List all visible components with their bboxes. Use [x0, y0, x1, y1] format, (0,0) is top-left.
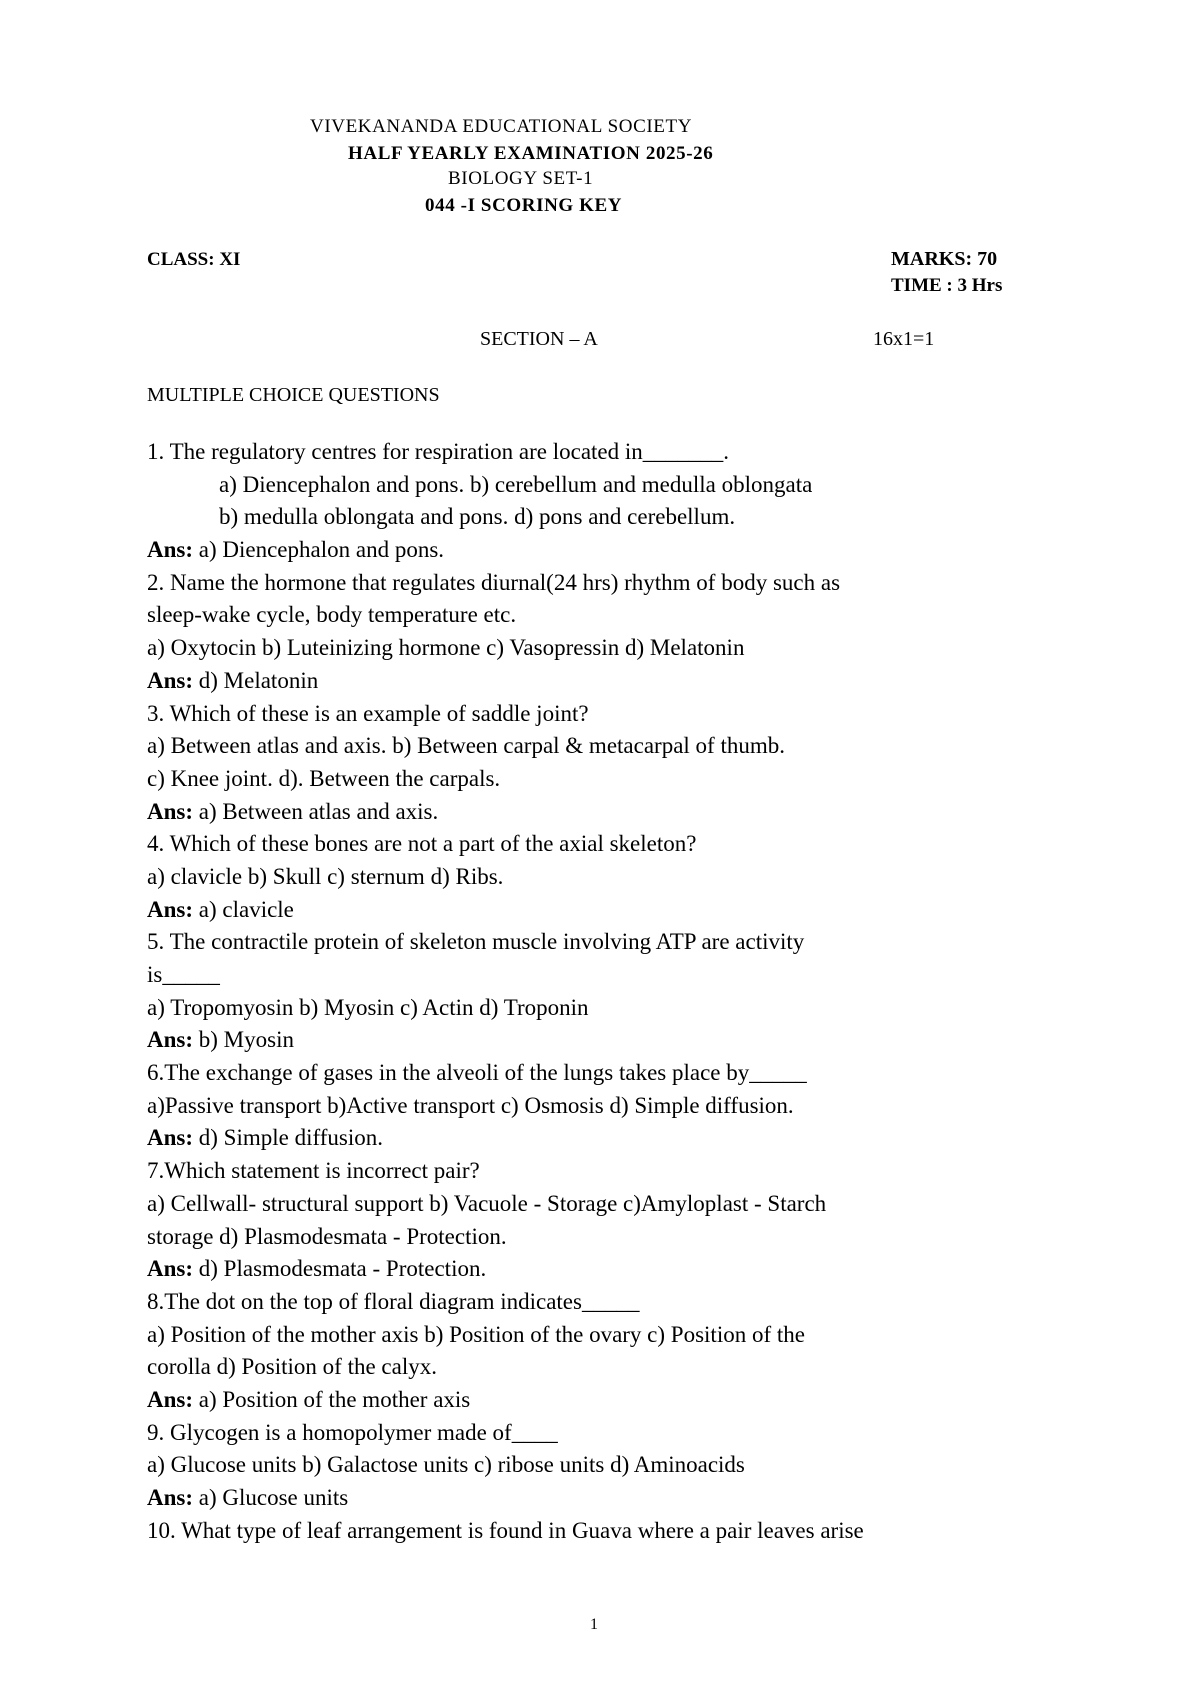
- answer-text: d) Plasmodesmata - Protection.: [193, 1256, 487, 1282]
- question-options: corolla d) Position of the calyx.: [147, 1354, 437, 1380]
- page-number: 1: [590, 1616, 598, 1633]
- question-options: c) Knee joint. d). Between the carpals.: [147, 765, 501, 791]
- question-text: 9. Glycogen is a homopolymer made of____: [147, 1419, 558, 1445]
- question-text: 3. Which of these is an example of saddle joint?: [147, 700, 589, 726]
- question-options: a)Passive transport b)Active transport c) Osmosis d) Simple diffusion.: [147, 1092, 794, 1118]
- answer-line: [147, 1482, 1047, 1515]
- answer-text: a) Glucose units: [193, 1485, 349, 1510]
- answer-text: a) Position of the mother axis: [193, 1386, 471, 1412]
- marks-label: MARKS: 70: [891, 248, 998, 270]
- question-text: 1. The regulatory centres for respiration are located in_______.: [147, 439, 730, 464]
- answer-line: [147, 796, 1047, 829]
- question-options: a) Position of the mother axis b) Position of the ovary c) Position of the: [147, 1321, 805, 1347]
- answer-line: [147, 1384, 1047, 1417]
- answer-line: [147, 1122, 1047, 1155]
- question-text: 8.The dot on the top of floral diagram indicates_____: [147, 1288, 640, 1314]
- class-label: CLASS: XI: [147, 249, 241, 270]
- question-options: a) Diencephalon and pons. b) cerebellum and medulla oblongata: [219, 471, 813, 497]
- question-options: a) Between atlas and axis. b) Between carpal & metacarpal of thumb.: [147, 733, 785, 759]
- answer-label: Ans:: [147, 896, 194, 922]
- answer-line: [147, 1253, 1047, 1286]
- question-options: b) medulla oblongata and pons. d) pons and cerebellum.: [219, 504, 736, 530]
- question-text: 6.The exchange of gases in the alveoli of the lungs takes place by_____: [147, 1060, 807, 1086]
- question-options: a) Cellwall- structural support b) Vacuole - Storage c)Amyloplast - Starch: [147, 1190, 827, 1216]
- section-marks: 16x1=1: [873, 328, 935, 350]
- time-label: TIME : 3 Hrs: [891, 275, 1003, 296]
- question-text: 4. Which of these bones are not a part of the axial skeleton?: [147, 831, 697, 857]
- answer-text: a) clavicle: [193, 896, 294, 922]
- question-options: a) Glucose units b) Galactose units c) ribose units d) Aminoacids: [147, 1452, 745, 1478]
- question-text: is_____: [147, 962, 220, 987]
- answer-text: d) Simple diffusion.: [193, 1125, 383, 1151]
- answer-label: Ans:: [147, 1125, 194, 1151]
- organization-title: VIVEKANANDA EDUCATIONAL SOCIETY: [310, 116, 693, 137]
- answer-label: Ans:: [147, 798, 194, 824]
- question-options: a) Oxytocin b) Luteinizing hormone c) Vasopressin d) Melatonin: [147, 635, 745, 661]
- question-text: 10. What type of leaf arrangement is found in Guava where a pair leaves arise: [147, 1517, 864, 1543]
- question-text: 5. The contractile protein of skeleton muscle involving ATP are activity: [147, 929, 805, 955]
- mcq-heading: MULTIPLE CHOICE QUESTIONS: [147, 384, 440, 406]
- question-options: storage d) Plasmodesmata - Protection.: [147, 1223, 507, 1249]
- answer-text: b) Myosin: [193, 1027, 294, 1053]
- question-options: a) Tropomyosin b) Myosin c) Actin d) Troponin: [147, 994, 589, 1020]
- subject-title: BIOLOGY SET-1: [448, 168, 594, 189]
- answer-line: [147, 1024, 1047, 1057]
- answer-label: Ans:: [147, 1256, 194, 1282]
- answer-label: Ans:: [147, 667, 194, 693]
- answer-label: Ans:: [147, 1027, 194, 1053]
- question-text: sleep-wake cycle, body temperature etc.: [147, 602, 517, 628]
- exam-title: HALF YEARLY EXAMINATION 2025-26: [348, 143, 714, 164]
- answer-label: Ans:: [147, 1485, 194, 1510]
- answer-label: Ans:: [147, 1386, 194, 1412]
- question-text: 7.Which statement is incorrect pair?: [147, 1158, 480, 1184]
- question-text: 2. Name the hormone that regulates diurnal(24 hrs) rhythm of body such as: [147, 569, 841, 595]
- answer-label: Ans:: [147, 537, 194, 563]
- answer-line: [147, 894, 1047, 927]
- answer-line: [147, 534, 1047, 567]
- question-options: a) clavicle b) Skull c) sternum d) Ribs.: [147, 863, 504, 889]
- answer-text: a) Diencephalon and pons.: [193, 537, 445, 563]
- answer-text: a) Between atlas and axis.: [193, 798, 439, 824]
- scoring-key-title: 044 -I SCORING KEY: [425, 195, 623, 216]
- answer-text: d) Melatonin: [193, 667, 319, 693]
- section-label: SECTION – A: [480, 328, 598, 350]
- questions-body: [147, 436, 1047, 1547]
- answer-line: [147, 665, 1047, 698]
